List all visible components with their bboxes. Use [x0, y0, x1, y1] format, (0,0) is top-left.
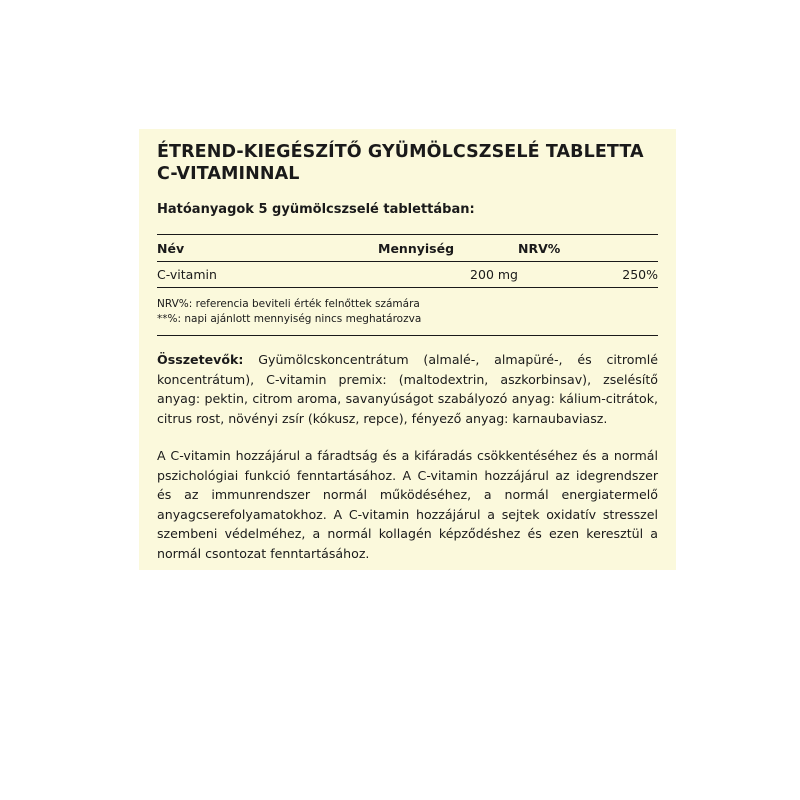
active-ingredients-heading: Hatóanyagok 5 gyümölcszselé tablettában:	[157, 202, 475, 217]
footnotes	[157, 297, 658, 336]
footnote-nrv: NRV%: referencia beviteli érték felnőttek számára	[157, 298, 420, 310]
table-row	[157, 262, 658, 288]
row-nrv: 250%	[518, 262, 658, 288]
ingredients-label: Összetevők:	[157, 352, 244, 367]
ingredients-paragraph	[157, 350, 658, 428]
header-nrv: NRV%	[518, 235, 658, 262]
nutrition-table	[157, 234, 658, 288]
product-title-line-1: ÉTREND-KIEGÉSZÍTŐ GYÜMÖLCSZSELÉ TABLETTA	[157, 142, 644, 162]
ingredients-text: Gyümölcskoncentrátum (almalé-, almapüré-, és citromlé koncentrátum), C-vitamin premix: (maltodextrin, aszkorbinsav), zselésítő anyag: pektin, citrom aroma, savanyúságot szabályozó anyag: kálium-citrátok, citrus rost, növényi zsír (kókusz, repce), fényező anyag: karnaubaviasz.	[157, 352, 658, 426]
supplement-label-panel	[139, 129, 676, 570]
row-name: C-vitamin	[157, 262, 378, 288]
header-name: Név	[157, 235, 378, 262]
header-amount: Mennyiség	[378, 235, 518, 262]
footnote-daily: **%: napi ajánlott mennyiség nincs meghatározva	[157, 313, 422, 325]
health-claims-paragraph: A C-vitamin hozzájárul a fáradtság és a kifáradás csökkentéséhez és a normál pszichológiai funkció fenntartásához. A C-vitamin hozzájárul az idegrendszer és az immunrendszer normál működéséhez, a normál energiatermelő anyagcserefolyamatokhoz. A C-vitamin hozzájárul a sejtek oxidatív stresszel szembeni védelméhez, a normál kollagén képződéshez és ezen keresztül a normál csontozat fenntartásához.	[157, 448, 658, 561]
product-title	[157, 141, 658, 185]
table-header-row	[157, 235, 658, 262]
row-amount: 200 mg	[378, 262, 518, 288]
product-title-line-2: C-VITAMINNAL	[157, 164, 300, 184]
